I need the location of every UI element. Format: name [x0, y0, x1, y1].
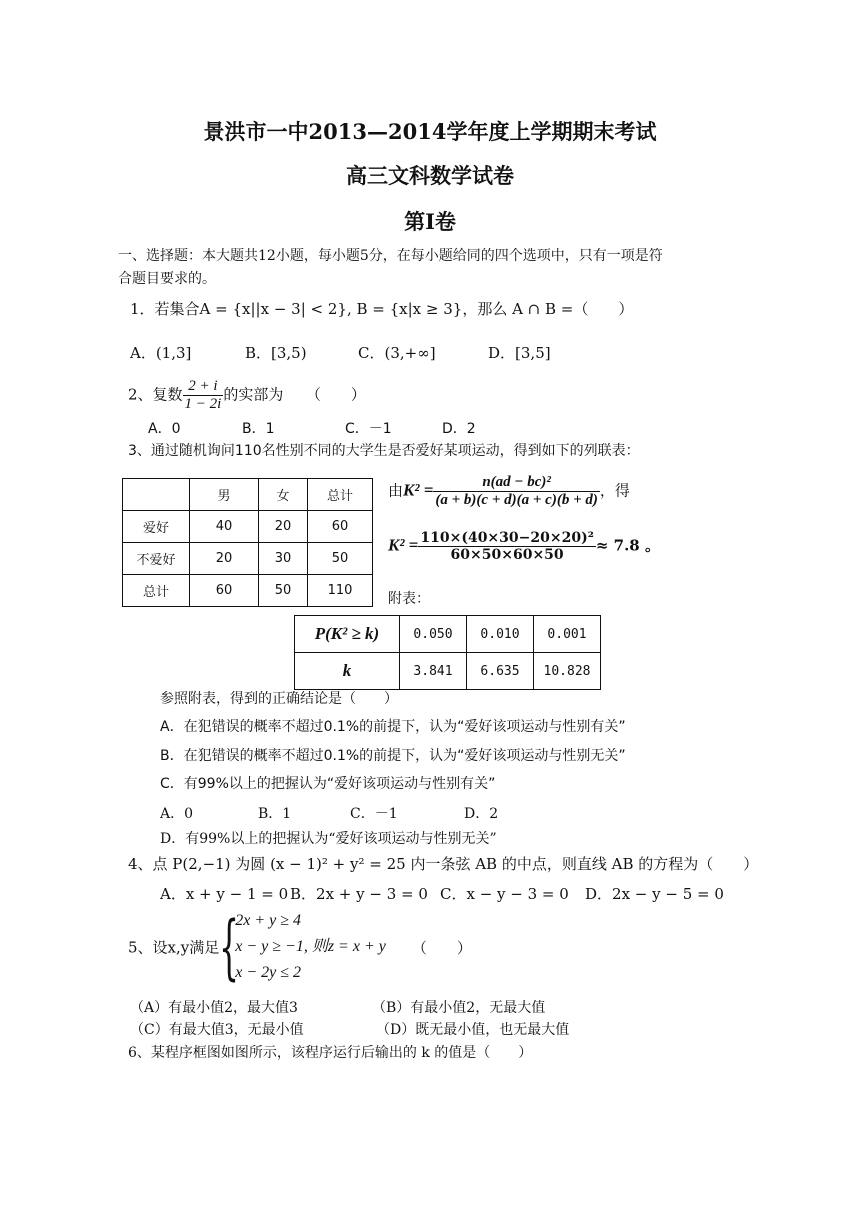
q5-option-a: （A）有最小值2，最大值3 — [130, 1000, 298, 1016]
table-cell: 60 — [308, 511, 373, 543]
section-intro-line1: 一、选择题：本大题共12小题，每小题5分，在每小题给同的四个选项中，只有一项是符 — [118, 248, 663, 264]
k2-calculation — [388, 530, 660, 563]
exam-title: 景洪市一中2013—2014学年度上学期期末考试 — [203, 119, 657, 144]
q5-inequality: x − 2y ≤ 2 — [235, 964, 302, 981]
q2-option-c: C．－1 — [345, 421, 392, 437]
calc-result: ≈ 7.8 。 — [595, 536, 660, 555]
table-cell: 110 — [308, 575, 373, 607]
q5-inequality: x − y ≥ −1, 则z = x + y — [235, 938, 386, 955]
q1-option-b: B．[3,5) — [245, 344, 307, 362]
formula-den: (a + b)(c + d)(a + c)(b + d) — [435, 492, 598, 508]
q4-option-c: C．x − y − 3 = 0 — [440, 885, 569, 903]
calc-fraction — [418, 530, 595, 563]
q5-inequality: 2x + y ≥ 4 — [235, 912, 302, 929]
formula-lhs: K² = — [403, 480, 434, 500]
table-cell: 30 — [259, 543, 308, 575]
q1-stem: 1．若集合A = {x||x − 3| < 2}, B = {x|x ≥ 3}，那么 A ∩ B =（ ） — [130, 300, 634, 318]
table-header-row — [123, 479, 373, 511]
q4-option-d: D．2x − y − 5 = 0 — [585, 885, 724, 903]
q5-prefix: 5、设x,y满足 — [128, 938, 220, 957]
table-cell: 10.828 — [534, 653, 601, 690]
volume-heading: 第Ⅰ卷 — [404, 209, 456, 234]
table-header-cell: 男 — [190, 479, 259, 511]
table-cell: 不爱好 — [123, 543, 190, 575]
table-cell: 总计 — [123, 575, 190, 607]
q3-choice-a: A．在犯错误的概率不超过0.1%的前提下，认为“爱好该项运动与性别有关” — [160, 719, 626, 735]
q6-stem: 6、某程序框图如图所示，该程序运行后输出的 k 的值是（ ） — [128, 1045, 533, 1061]
q1-option-a: A．(1,3] — [130, 344, 192, 362]
stray-option-a: A．0 — [160, 806, 194, 822]
table-header-cell: 女 — [259, 479, 308, 511]
table-cell: 20 — [190, 543, 259, 575]
q2-option-a: A．0 — [148, 421, 181, 437]
table-row — [123, 543, 373, 575]
table-cell: 0.010 — [467, 616, 534, 653]
appendix-label: 附表： — [388, 591, 430, 607]
table-cell: 6.635 — [467, 653, 534, 690]
table-cell: 3.841 — [400, 653, 467, 690]
calc-num: 110×(40×30−20×20)² — [420, 530, 594, 546]
calc-den: 60×50×60×50 — [450, 547, 564, 563]
q4-stem: 4、点 P(2,−1) 为圆 (x − 1)² + y² = 25 内一条弦 AB 的中点，则直线 AB 的方程为（ ） — [128, 855, 759, 873]
table-row — [123, 511, 373, 543]
q3-choice-d: D．有99%以上的把握认为“爱好该项运动与性别无关” — [160, 831, 497, 847]
stray-option-c: C．－1 — [350, 806, 398, 822]
q5-option-c: （C）有最大值3，无最小值 — [130, 1022, 304, 1038]
critical-value-table — [294, 615, 601, 690]
q5-stem — [128, 908, 472, 986]
q1-option-c: C．(3,+∞] — [358, 344, 436, 362]
formula-prefix: 由 — [388, 481, 404, 500]
exam-subtitle: 高三文科数学试卷 — [346, 163, 514, 188]
q3-choice-b: B．在犯错误的概率不超过0.1%的前提下，认为“爱好该项运动与性别无关” — [160, 748, 626, 764]
q2-option-b: B．1 — [242, 421, 275, 437]
table-cell: 50 — [308, 543, 373, 575]
formula-fraction — [433, 474, 599, 509]
q2-suffix: 的实部为 （ ） — [223, 385, 366, 404]
q2-stem — [128, 378, 366, 413]
q2-option-d: D．2 — [442, 421, 476, 437]
system-brace-icon: { — [219, 906, 240, 988]
section-intro-line2: 合题目要求的。 — [118, 271, 216, 287]
formula-suffix: ，得 — [599, 481, 630, 500]
q5-paren: （ ） — [411, 938, 472, 957]
table-cell: P(K² ≥ k) — [295, 616, 400, 653]
q4-option-b: B．2x + y − 3 = 0 — [290, 885, 428, 903]
contingency-table — [122, 478, 373, 607]
table-cell: 20 — [259, 511, 308, 543]
table-cell: 40 — [190, 511, 259, 543]
table-cell — [123, 479, 190, 511]
formula-num: n(ad − bc)² — [433, 474, 599, 492]
q5-option-b: （B）有最小值2，无最大值 — [372, 1000, 546, 1016]
q3-choice-c: C．有99%以上的把握认为“爱好该项运动与性别有关” — [160, 776, 496, 792]
q1-option-d: D．[3,5] — [488, 344, 551, 362]
q3-stem: 3、通过随机询问110名性别不同的大学生是否爱好某项运动，得到如下的列联表： — [128, 443, 640, 459]
table-cell: 50 — [259, 575, 308, 607]
table-cell: 爱好 — [123, 511, 190, 543]
q2-fraction — [183, 378, 224, 413]
table-cell: k — [295, 653, 400, 690]
stray-option-d: D．2 — [464, 806, 499, 822]
q2-frac-den: 1 − 2i — [184, 396, 222, 412]
q2-frac-num: 2 + i — [183, 378, 224, 396]
k2-formula — [388, 474, 630, 509]
q2-prefix: 2、复数 — [128, 385, 183, 404]
q5-system — [235, 908, 386, 986]
q3-prompt: 参照附表，得到的正确结论是（ ） — [160, 691, 398, 707]
table-cell: 0.050 — [400, 616, 467, 653]
table-cell: 60 — [190, 575, 259, 607]
calc-lhs: K² = — [388, 535, 419, 555]
table-row — [123, 575, 373, 607]
table-row — [295, 616, 601, 653]
table-header-cell: 总计 — [308, 479, 373, 511]
q5-option-d: （D）既无最小值，也无最大值 — [376, 1022, 570, 1038]
q4-option-a: A．x + y − 1 = 0 — [160, 885, 289, 903]
table-row — [295, 653, 601, 690]
stray-option-b: B．1 — [258, 806, 292, 822]
table-cell: 0.001 — [534, 616, 601, 653]
